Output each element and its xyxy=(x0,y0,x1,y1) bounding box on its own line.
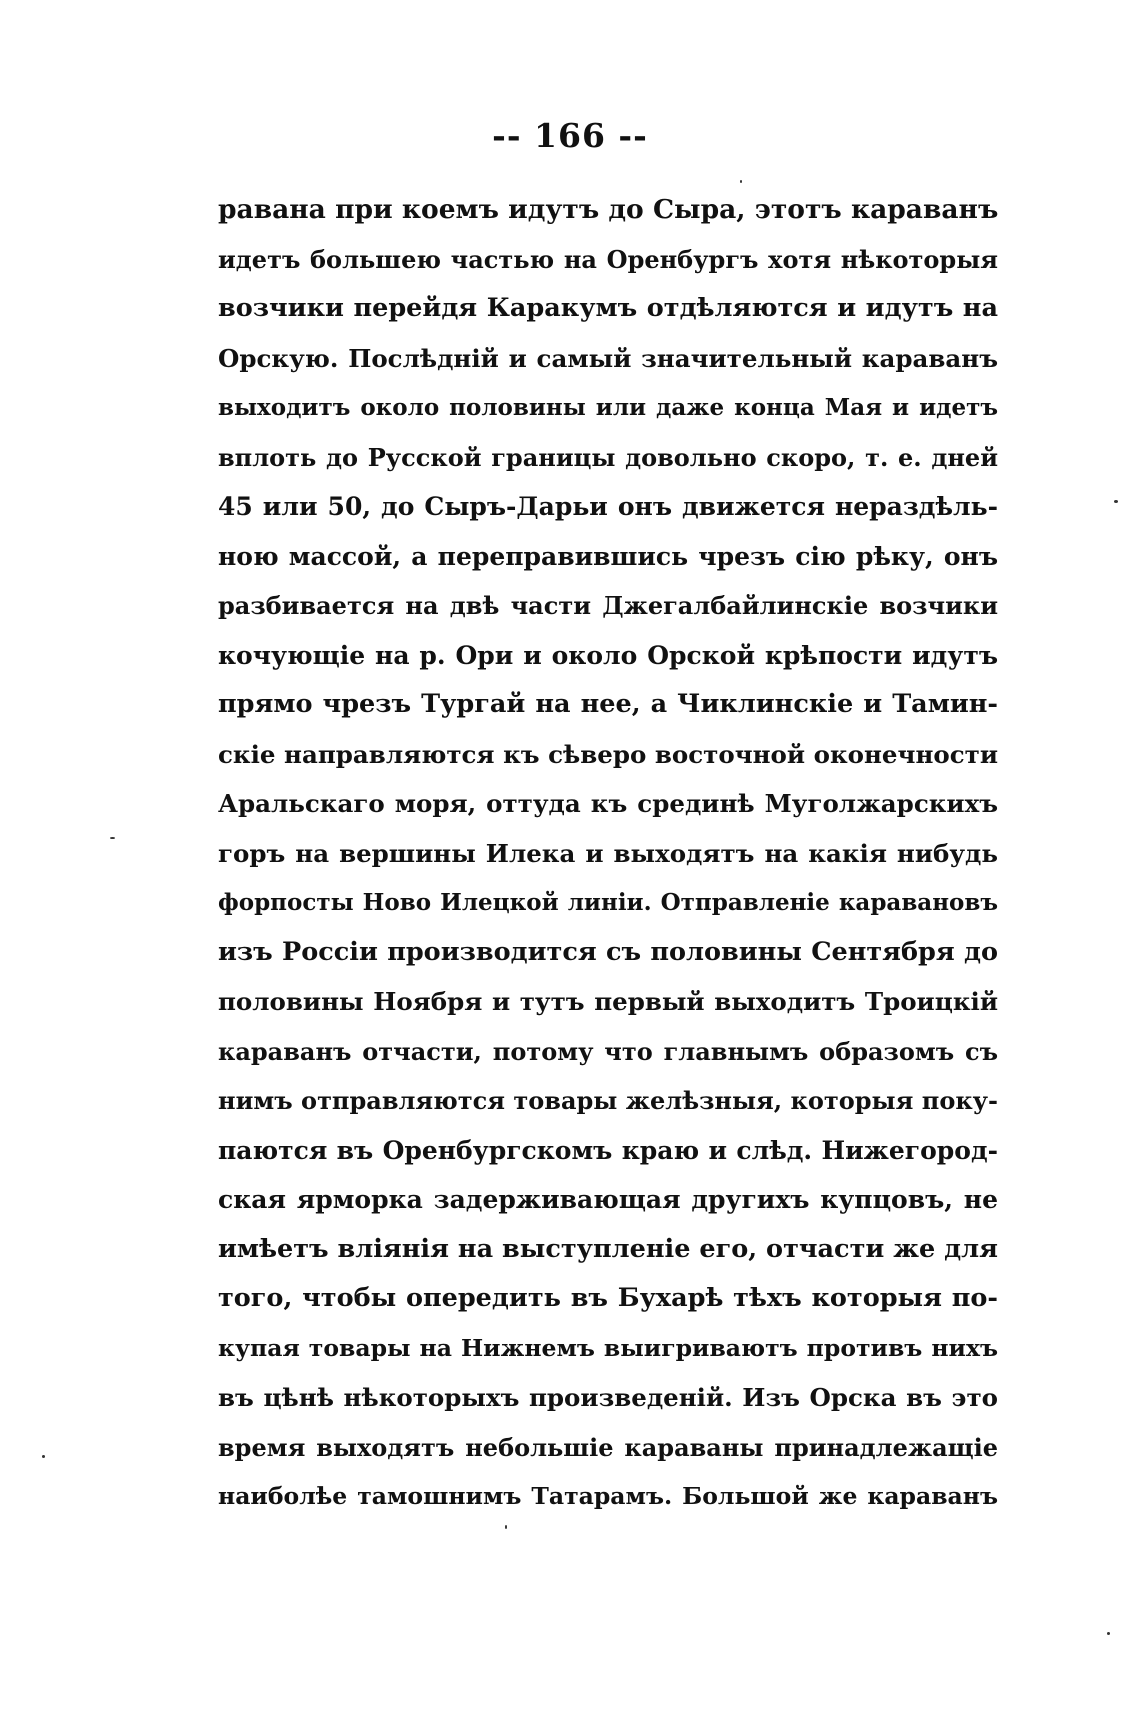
text-line: разбивается на двѣ части Джегалбайлинскіе возчики xyxy=(218,591,998,620)
text-line: 45 или 50, до Сыръ-Дарьи онъ движется нераздѣль- xyxy=(218,492,998,521)
text-line: паются въ Оренбургскомъ краю и слѣд. Нижегород- xyxy=(218,1135,998,1165)
text-line: наиболѣе тамошнимъ Татарамъ. Большой же караванъ xyxy=(218,1482,998,1510)
text-line: того, чтобы опередить въ Бухарѣ тѣхъ которыя по- xyxy=(218,1283,998,1313)
page-number: -- 166 -- xyxy=(492,116,648,155)
text-line: скіе направляются къ сѣверо восточной оконечности xyxy=(218,739,998,769)
text-line: равана при коемъ идутъ до Сыра, этотъ караванъ xyxy=(218,194,998,225)
text-line: форпосты Ново Илецкой линіи. Отправленіе каравановъ xyxy=(218,889,998,916)
text-line: горъ на вершины Илека и выходятъ на какія нибудь xyxy=(218,838,998,868)
text-line: купая товары на Нижнемъ выигриваютъ противъ нихъ xyxy=(218,1333,998,1362)
text-line: прямо чрезъ Тургай на нее, а Чиклинскіе и Тамин- xyxy=(218,689,998,719)
text-line: половины Ноября и тутъ первый выходитъ Троицкій xyxy=(218,987,998,1016)
text-line: ская ярморка задерживающая другихъ купцовъ, не xyxy=(218,1185,998,1214)
text-line: изъ Россіи производится съ половины Сентября до xyxy=(218,936,998,967)
body-text xyxy=(218,185,998,1522)
text-line: нимъ отправляются товары желѣзныя, которыя поку- xyxy=(218,1086,998,1115)
scan-speck xyxy=(42,1455,45,1458)
text-line: возчики перейдя Каракумъ отдѣляются и идутъ на xyxy=(218,293,998,323)
scan-speck xyxy=(505,1525,507,1529)
text-line: вплоть до Русской границы довольно скоро, т. е. дней xyxy=(218,442,998,472)
scan-speck xyxy=(110,837,115,839)
scan-speck xyxy=(1107,1632,1110,1635)
text-line: ною массой, а переправившись чрезъ сію рѣку, онъ xyxy=(218,541,998,571)
scan-speck xyxy=(1114,500,1118,503)
text-line: идетъ большею частью на Оренбургъ хотя нѣкоторыя xyxy=(218,244,998,274)
text-line: время выходятъ небольшіе караваны принадлежащіе xyxy=(218,1432,998,1462)
text-line: въ цѣнѣ нѣкоторыхъ произведеній. Изъ Орска въ это xyxy=(218,1383,998,1412)
text-line: выходитъ около половины или даже конца Мая и идетъ xyxy=(218,394,998,421)
text-line: Орскую. Послѣдній и самый значительный караванъ xyxy=(218,343,998,373)
text-line: кочующіе на р. Ори и около Орской крѣпости идутъ xyxy=(218,640,998,670)
scan-speck xyxy=(740,180,742,183)
text-line: караванъ отчасти, потому что главнымъ образомъ съ xyxy=(218,1036,998,1066)
text-line: Аральскаго моря, оттуда къ срединѣ Муголжарскихъ xyxy=(218,789,998,818)
text-line: имѣетъ вліянія на выступленіе его, отчасти же для xyxy=(218,1233,998,1264)
